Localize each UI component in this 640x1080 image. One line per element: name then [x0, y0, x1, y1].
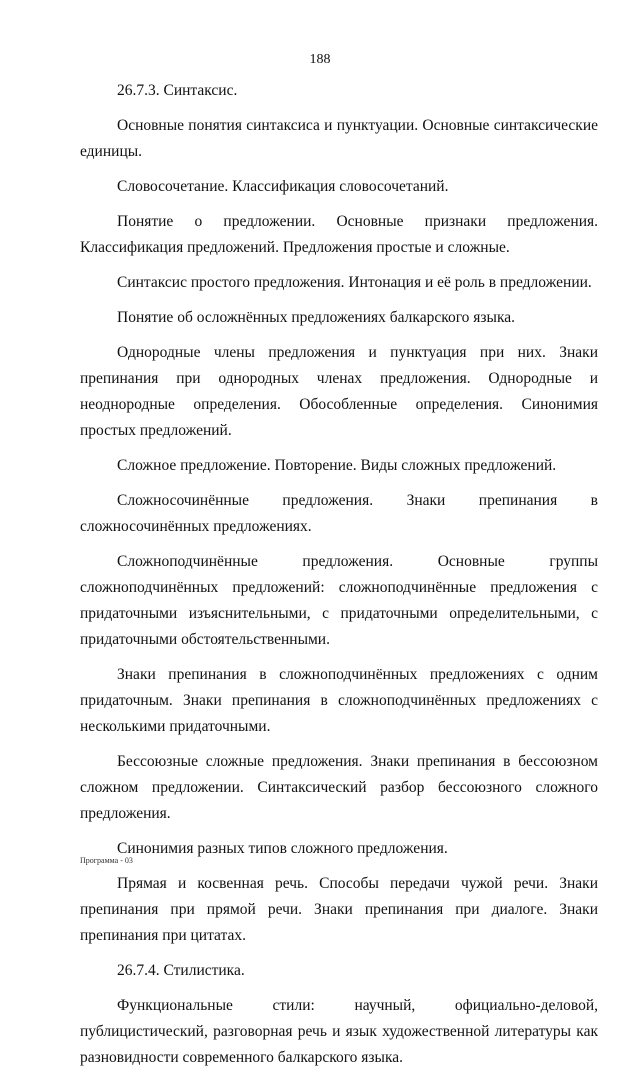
paragraph: Прямая и косвенная речь. Способы передачи чужой речи. Знаки препинания при прямой речи. Знаки препинания при диалоге. Знаки препинания при цитатах. [80, 875, 598, 944]
paragraph: Синтаксис простого предложения. Интонация и её роль в предложении. [117, 274, 592, 291]
paragraph: Знаки препинания в сложноподчинённых предложениях с одним придаточным. Знаки препинания в сложноподчинённых предложениях с несколькими придаточными. [80, 666, 598, 735]
section-heading-syntax: 26.7.3. Синтаксис. [117, 82, 238, 99]
paragraph: Бессоюзные сложные предложения. Знаки препинания в бессоюзном сложном предложении. Синтаксический разбор бессоюзного сложного предложения. [80, 753, 598, 822]
paragraph: Сложное предложение. Повторение. Виды сложных предложений. [117, 457, 557, 474]
paragraph: Сложноподчинённые предложения. Основные группы сложноподчинённых предложений: сложноподчинённые предложения с придаточными изъяснительными, с придаточными определительными, с придаточными обстоятельственными. [80, 553, 598, 648]
paragraph: Синонимия разных типов сложного предложения. [117, 840, 448, 857]
paragraph: Понятие о предложении. Основные признаки предложения. Классификация предложений. Предложения простые и сложные. [80, 213, 598, 256]
section-heading-stylistics: 26.7.4. Стилистика. [117, 962, 245, 979]
footer-note: Программа - 03 [80, 856, 133, 865]
page-body [80, 78, 598, 1080]
paragraph: Основные понятия синтаксиса и пунктуации. Основные синтаксические единицы. [80, 117, 598, 160]
page-number: 188 [309, 52, 331, 67]
paragraph: Функциональные стили: научный, официально-деловой, публицистический, разговорная речь и язык художественной литературы как разновидности современного балкарского языка. [80, 997, 598, 1066]
paragraph: Понятие об осложнённых предложениях балкарского языка. [117, 309, 516, 326]
paragraph: Сложносочинённые предложения. Знаки препинания в сложносочинённых предложениях. [80, 492, 598, 535]
paragraph: Однородные члены предложения и пунктуация при них. Знаки препинания при однородных членах предложения. Однородные и неоднородные определения. Обособленные определения. Синонимия простых предложений. [80, 344, 598, 439]
paragraph: Словосочетание. Классификация словосочетаний. [117, 178, 449, 195]
